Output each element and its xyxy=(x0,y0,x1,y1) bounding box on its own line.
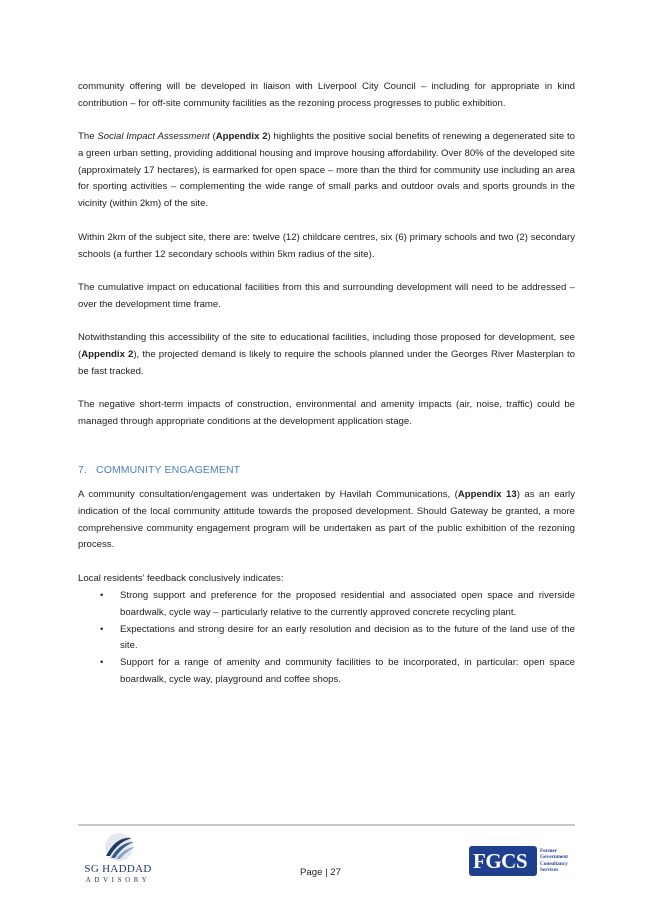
bullet-icon: • xyxy=(100,657,104,669)
text-run: ) highlights the positive social benefits of renewing a degenerated site to a green urban setting, providing additional housing and improve housing affordability. Over 80% of the developed site (approximately 17 hectares), is earmarked for open space – more than the third for community use including an area for sporting activities – complementing the wide range of small parks and outdoor ovals and sports grounds in the vicinity (within 2km) of the site. xyxy=(78,131,575,210)
sg-haddad-emblem-icon xyxy=(78,832,160,864)
paragraph: The Social Impact Assessment (Appendix 2) highlights the positive social benefits of renewing a degenerated site to a green urban setting, providing additional housing and improve housing affordability. Over 80% of the developed site (approximately 17 hectares), is earmarked for open space – more than the third for community use including an area for sporting activities – complementing the wide range of small parks and outdoor ovals and sports grounds in the vicinity (within 2km) of the site. xyxy=(78,131,575,210)
paragraph: Local residents’ feedback conclusively indicates: xyxy=(78,573,284,584)
sg-haddad-name: SG HADDAD xyxy=(84,863,152,875)
paragraph: community offering will be developed in liaison with Liverpool City Council – including for appropriate in kind contribution – for off-site community facilities as the rezoning process progresses to public exhibition. xyxy=(78,81,575,109)
footer-divider xyxy=(78,824,575,826)
text-run: Notwithstanding this accessibility of the site to educational facilities, including those proposed for development, see ( xyxy=(78,332,575,360)
fgcs-subtitle-line: Government xyxy=(540,854,568,861)
bullet-list xyxy=(78,588,575,689)
fgcs-logo xyxy=(469,846,573,876)
list-item-text: Strong support and preference for the proposed residential and associated open space and riverside boardwalk, cycle way – particularly relative to the currently approved concrete recycling plant. xyxy=(120,590,575,618)
fgcs-wordmark: FGCS xyxy=(473,849,528,873)
paragraph: Within 2km of the subject site, there are: twelve (12) childcare centres, six (6) primary schools and two (2) secondary schools (a further 12 secondary schools within 5km radius of the site). xyxy=(78,232,575,260)
list-item-text: Expectations and strong desire for an early resolution and decision as to the future of the land use of the site. xyxy=(120,623,575,652)
list-item-text: Support for a range of amenity and community facilities to be incorporated, in particular: open space boardwalk, cycle way, playground and coffee shops. xyxy=(120,657,575,685)
bullet-icon: • xyxy=(100,623,104,635)
list-item xyxy=(78,588,575,622)
text-run: ), the projected demand is likely to require the schools planned under the Georges River Masterplan to be fast tracked. xyxy=(78,348,575,377)
italic-term: Social Impact Assessment xyxy=(97,131,210,142)
appendix-ref: Appendix 13 xyxy=(457,489,517,500)
paragraph xyxy=(78,487,575,554)
section-heading: 7. COMMUNITY ENGAGEMENT xyxy=(78,464,241,476)
text-run: A community consultation/engagement was undertaken by Havilah Communications, ( xyxy=(78,489,458,500)
fgcs-subtitle-line: Consultancy xyxy=(540,860,568,867)
appendix-ref: Appendix 2 xyxy=(81,348,134,360)
fgcs-subtitle-line: Former xyxy=(540,848,557,854)
list-item xyxy=(78,655,575,689)
paragraph: The cumulative impact on educational facilities from this and surrounding development will need to be addressed – over the development time frame. xyxy=(78,282,575,310)
paragraph: The negative short-term impacts of construction, environmental and amenity impacts (air, noise, traffic) could be managed through appropriate conditions at the development application stage. xyxy=(78,399,575,427)
fgcs-subtitle xyxy=(540,848,568,873)
text-run: ) as an early indication of the local community attitude towards the proposed development. Should Gateway be granted, a more comprehensive community engagement program will be undertaken as part of the public exhibition of the rezoning process. xyxy=(78,489,575,551)
sg-haddad-subtitle: ADVISORY xyxy=(85,876,151,884)
text-run: The xyxy=(78,131,98,142)
fgcs-badge xyxy=(469,846,537,876)
page-number: Page | 27 xyxy=(300,867,341,878)
fgcs-subtitle-line: Services xyxy=(540,866,559,873)
list-item xyxy=(78,622,575,656)
paragraph xyxy=(78,330,575,380)
bullet-icon: • xyxy=(100,590,104,601)
appendix-ref: Appendix 2 xyxy=(215,131,268,142)
